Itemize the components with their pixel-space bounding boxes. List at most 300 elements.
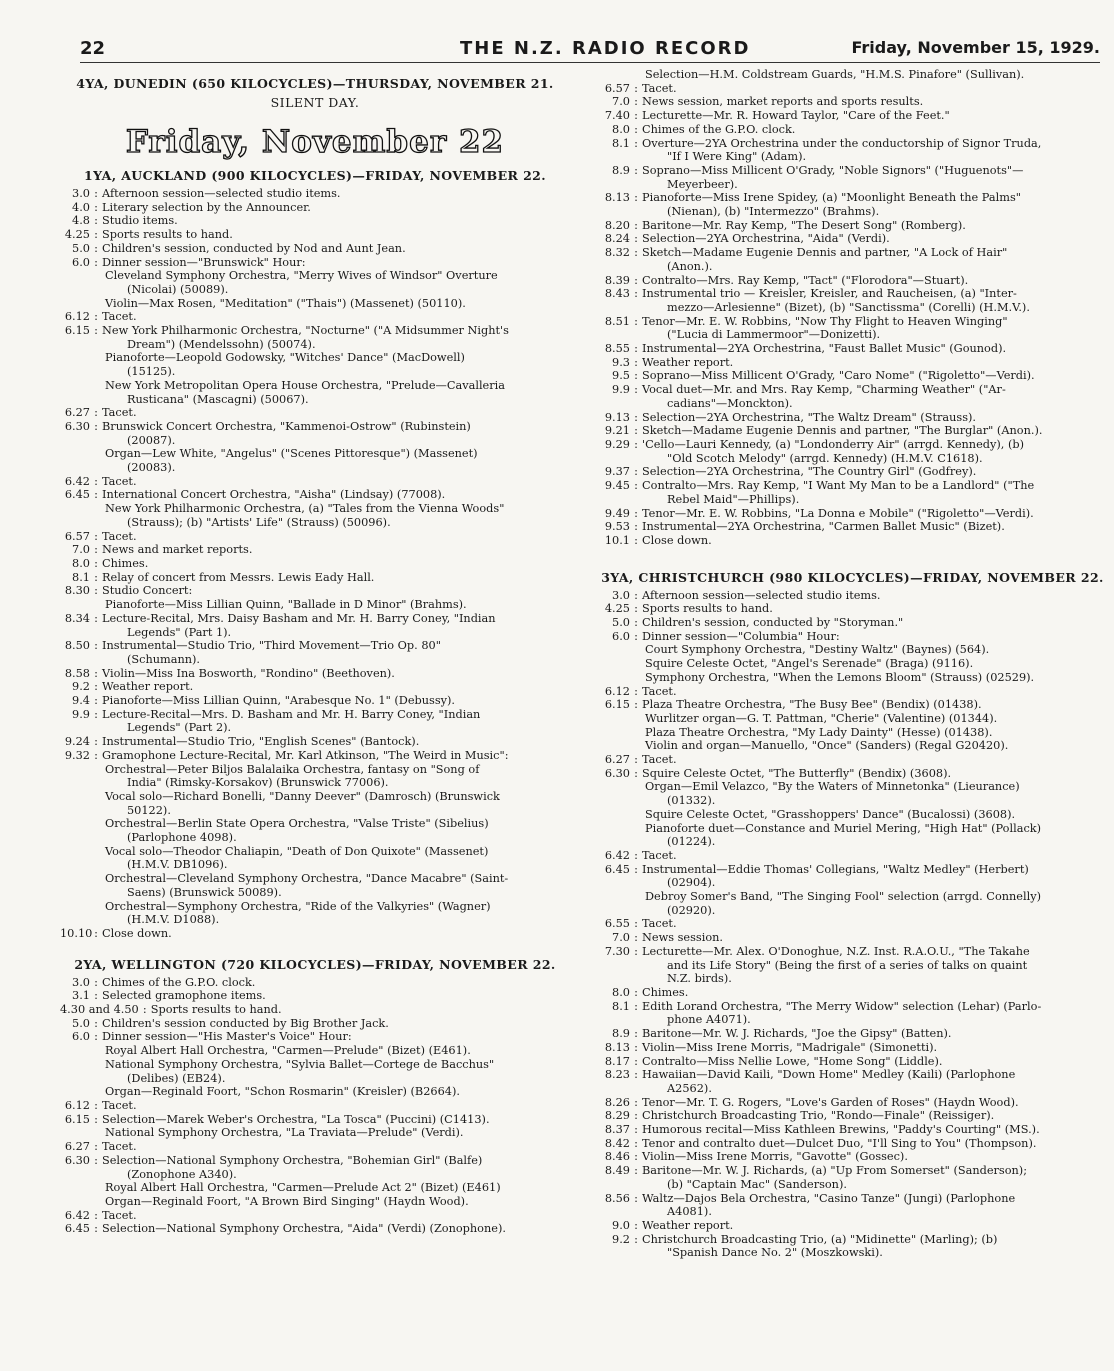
- item-continuation: (Zonophone A340).: [127, 1167, 237, 1181]
- item-time: 9.13: [604, 410, 630, 424]
- item-time: 9.5: [612, 369, 630, 383]
- programme-item: [60, 976, 570, 990]
- item-separator: :: [634, 355, 638, 369]
- item-time: 9.2: [72, 680, 90, 694]
- programme-item: [600, 1041, 1105, 1055]
- item-time: 9.4: [72, 694, 90, 708]
- programme-item: [60, 214, 570, 228]
- item-text: Tacet.: [102, 406, 137, 420]
- item-time: 6.55: [604, 917, 630, 931]
- item-time: 8.9: [612, 1027, 630, 1041]
- item-separator: :: [94, 584, 98, 598]
- item-text: Relay of concert from Messrs. Lewis Eady Hall.: [102, 570, 375, 584]
- item-continuation: (20083).: [127, 461, 176, 475]
- programme-item: [600, 438, 1105, 452]
- item-continuation: Organ—Lew White, "Angelus" ("Scenes Pittoresque") (Massenet): [105, 447, 478, 461]
- item-separator: :: [634, 944, 638, 958]
- item-time: 9.21: [604, 424, 630, 438]
- item-text: Gramophone Lecture-Recital, Mr. Karl Atkinson, "The Weird in Music":: [102, 748, 509, 762]
- programme-item: [600, 1219, 1105, 1233]
- item-separator: :: [634, 684, 638, 698]
- item-time: 9.49: [604, 506, 630, 520]
- programme-item: [600, 931, 1105, 945]
- item-text: Sketch—Madame Eugenie Dennis and partner, "The Burglar" (Anon.).: [642, 424, 1043, 438]
- item-time: 6.0: [72, 255, 90, 269]
- item-separator: :: [634, 506, 638, 520]
- item-text: News and market reports.: [102, 543, 253, 557]
- item-continuation: Pianoforte—Miss Lillian Quinn, "Ballade in D Minor" (Brahms).: [105, 598, 467, 612]
- programme-item: [60, 735, 570, 749]
- item-continuation: "Spanish Dance No. 2" (Moszkowski).: [667, 1246, 883, 1260]
- item-text: Sports results to hand.: [150, 1003, 282, 1017]
- christchurch-programme: [600, 589, 1105, 1260]
- item-separator: :: [634, 246, 638, 260]
- item-text: Tacet.: [102, 310, 137, 324]
- item-separator: :: [94, 241, 98, 255]
- item-continuation: Dream") (Mendelssohn) (50074).: [127, 337, 316, 351]
- item-time: 7.0: [72, 543, 90, 557]
- item-separator: :: [94, 1208, 98, 1222]
- item-separator: :: [94, 228, 98, 242]
- masthead: THE N.Z. RADIO RECORD: [460, 38, 751, 59]
- programme-item: [600, 616, 1105, 630]
- item-continuation: (Parlophone 4098).: [127, 831, 237, 845]
- programme-item: [600, 315, 1105, 329]
- item-separator: :: [634, 342, 638, 356]
- item-continuation: (01224).: [667, 835, 716, 849]
- item-continuation: "If I Were King" (Adam).: [667, 150, 807, 164]
- item-text: Lecture-Recital, Mrs. Daisy Basham and Mr. H. Barry Coney, "Indian: [102, 611, 496, 625]
- programme-item: [600, 520, 1105, 534]
- item-time: 6.27: [604, 753, 630, 767]
- auckland-programme: [60, 187, 570, 941]
- programme-item: [600, 986, 1105, 1000]
- item-time: 8.50: [64, 639, 90, 653]
- item-time: 7.30: [604, 944, 630, 958]
- item-continuation: Organ—Reginald Foort, "Schon Rosmarin" (Kreisler) (B2664).: [105, 1085, 460, 1099]
- programme-item: [600, 465, 1105, 479]
- item-separator: :: [634, 931, 638, 945]
- item-time: 8.43: [604, 287, 630, 301]
- item-separator: :: [94, 926, 98, 940]
- item-continuation: (b) "Captain Mac" (Sanderson).: [667, 1177, 847, 1191]
- item-continuation: ("Lucia di Lammermoor"—Donizetti).: [667, 328, 881, 342]
- dunedin-heading: 4YA, DUNEDIN (650 KILOCYCLES)—THURSDAY, NOVEMBER 21.: [76, 76, 554, 91]
- item-continuation: (Delibes) (EB24).: [127, 1071, 226, 1085]
- programme-item: [60, 201, 570, 215]
- item-text: Tacet.: [642, 81, 677, 95]
- item-continuation: (02904).: [667, 876, 716, 890]
- item-continuation: Pianoforte—Leopold Godowsky, "Witches' Dance" (MacDowell): [105, 351, 465, 365]
- item-text: Chimes of the G.P.O. clock.: [102, 975, 256, 989]
- item-text: Sketch—Madame Eugenie Dennis and partner, "A Lock of Hair": [642, 246, 1008, 260]
- item-separator: :: [94, 1222, 98, 1236]
- item-separator: :: [94, 1153, 98, 1167]
- item-time: 8.34: [64, 611, 90, 625]
- item-text: Tenor—Mr. E. W. Robbins, "La Donna e Mobile" ("Rigoletto"—Verdi).: [642, 506, 1034, 520]
- item-time: 5.0: [72, 241, 90, 255]
- item-time: 4.8: [72, 214, 90, 228]
- programme-item: [600, 863, 1105, 877]
- item-time: 5.0: [612, 616, 630, 630]
- item-separator: :: [634, 218, 638, 232]
- item-separator: :: [94, 694, 98, 708]
- programme-item: [600, 246, 1105, 260]
- wellington-programme-continued: [600, 68, 1105, 548]
- item-text: Chimes.: [102, 556, 149, 570]
- item-text: Close down.: [102, 926, 172, 940]
- item-continuation: Royal Albert Hall Orchestra, "Carmen—Prelude Act 2" (Bizet) (E461): [105, 1181, 501, 1195]
- item-continuation: A2562).: [667, 1081, 712, 1095]
- item-time: 6.27: [64, 1140, 90, 1154]
- item-separator: :: [634, 986, 638, 999]
- programme-item: [60, 406, 570, 420]
- item-separator: :: [634, 1040, 638, 1054]
- item-time: 5.0: [72, 1016, 90, 1030]
- page-number: 22: [80, 38, 106, 59]
- programme-item: [600, 82, 1105, 96]
- item-separator: :: [634, 369, 638, 383]
- item-time: 8.13: [604, 1040, 630, 1054]
- item-text: Selection—2YA Orchestrina, "The Waltz Dream" (Strauss).: [642, 410, 976, 424]
- item-continuation: Pianoforte duet—Constance and Muriel Mering, "High Hat" (Pollack): [645, 821, 1042, 835]
- item-separator: :: [634, 1095, 638, 1109]
- item-separator: :: [94, 543, 98, 557]
- item-separator: :: [634, 191, 638, 205]
- item-continuation: (01332).: [667, 794, 716, 808]
- item-continuation: Wurlitzer organ—G. T. Pattman, "Cherie" (Valentine) (01344).: [645, 711, 998, 725]
- item-separator: :: [94, 735, 98, 749]
- item-text: Selection—Marek Weber's Orchestra, "La Tosca" (Puccini) (C1413).: [102, 1112, 490, 1126]
- silent-day: SILENT DAY.: [270, 95, 360, 110]
- wellington-heading: 2YA, WELLINGTON (720 KILOCYCLES)—FRIDAY, NOVEMBER 22.: [74, 956, 556, 972]
- item-text: New York Philharmonic Orchestra, "Nocturne" ("A Midsummer Night's: [102, 324, 509, 338]
- item-text: Violin—Miss Irene Morris, "Madrigale" (Simonetti).: [642, 1040, 938, 1054]
- item-text: News session.: [642, 931, 723, 945]
- item-text: International Concert Orchestra, "Aisha" (Lindsay) (77008).: [102, 488, 446, 502]
- item-separator: :: [94, 255, 98, 269]
- item-continuation: National Symphony Orchestra, "La Traviata—Prelude" (Verdi).: [105, 1126, 464, 1140]
- item-continuation: (Nicolai) (50089).: [127, 282, 229, 296]
- item-separator: :: [634, 1191, 638, 1205]
- programme-item: [600, 1164, 1105, 1178]
- item-text: Selection—2YA Orchestrina, "The Country Girl" (Godfrey).: [642, 465, 977, 479]
- programme-item: [60, 310, 570, 324]
- item-text: Tenor—Mr. T. G. Rogers, "Love's Garden of Roses" (Haydn Wood).: [642, 1095, 1019, 1109]
- programme-item: [600, 589, 1105, 603]
- programme-item: [60, 187, 570, 201]
- item-separator: :: [634, 862, 638, 876]
- item-text: Christchurch Broadcasting Trio, "Rondo—Finale" (Reissiger).: [642, 1109, 995, 1123]
- item-time: 6.12: [604, 684, 630, 698]
- programme-item: [600, 753, 1105, 767]
- programme-item: [600, 507, 1105, 521]
- item-time: 9.29: [604, 437, 630, 451]
- item-time: 8.29: [604, 1109, 630, 1123]
- item-separator: :: [94, 200, 98, 214]
- programme-item: [60, 584, 570, 598]
- item-time: 8.49: [604, 1164, 630, 1178]
- item-separator: :: [634, 479, 638, 493]
- item-text: Lecture-Recital—Mrs. D. Basham and Mr. H. Barry Coney, "Indian: [102, 707, 481, 721]
- programme-item: [600, 630, 1105, 644]
- programme-item: [60, 557, 570, 571]
- item-continuation: Saens) (Brunswick 50089).: [127, 885, 282, 899]
- programme-item: [600, 1000, 1105, 1014]
- left-column: [60, 68, 570, 1236]
- item-separator: :: [142, 1003, 147, 1017]
- item-text: Tacet.: [642, 753, 677, 767]
- item-time: 6.30: [64, 419, 90, 433]
- item-continuation: Meyerbeer).: [667, 177, 738, 191]
- programme-item: [60, 488, 570, 502]
- item-time: 6.0: [72, 1030, 90, 1044]
- item-time: 8.56: [604, 1191, 630, 1205]
- item-separator: :: [634, 81, 638, 95]
- item-continuation: Squire Celeste Octet, "Grasshoppers' Dance" (Bucalossi) (3608).: [645, 807, 1016, 821]
- programme-item: [60, 1099, 570, 1113]
- item-separator: :: [634, 629, 638, 643]
- item-text: Squire Celeste Octet, "The Butterfly" (Bendix) (3608).: [642, 766, 952, 780]
- item-continuation: India" (Rimsky-Korsakov) (Brunswick 77006).: [127, 776, 389, 790]
- item-separator: :: [634, 1136, 638, 1150]
- programme-item: [600, 287, 1105, 301]
- item-time: 8.26: [604, 1095, 630, 1109]
- page-header: [80, 38, 1100, 63]
- item-time: 6.0: [612, 629, 630, 643]
- item-separator: :: [634, 1164, 638, 1178]
- item-text: Weather report.: [642, 355, 734, 369]
- item-continuation: Symphony Orchestra, "When the Lemons Bloom" (Strauss) (02529).: [645, 670, 1035, 684]
- item-continuation: Vocal solo—Richard Bonelli, "Danny Deever" (Damrosch) (Brunswick: [105, 789, 500, 803]
- item-text: Overture—2YA Orchestrina under the conductorship of Signor Truda,: [642, 136, 1042, 150]
- item-separator: :: [634, 1123, 638, 1137]
- programme-item: [60, 420, 570, 434]
- programme-item: [60, 530, 570, 544]
- programme-item: [60, 571, 570, 585]
- item-time: 8.20: [604, 218, 630, 232]
- item-text: Children's session, conducted by "Storyman.": [642, 616, 904, 630]
- item-continuation: (Anon.).: [667, 259, 713, 273]
- item-text: Literary selection by the Announcer.: [102, 200, 311, 214]
- item-separator: :: [634, 273, 638, 287]
- programme-item: [60, 543, 570, 557]
- item-time: 3.1: [72, 989, 90, 1003]
- programme-item: [600, 109, 1105, 123]
- item-text: Studio items.: [102, 214, 178, 228]
- item-continuation: Squire Celeste Octet, "Angel's Serenade" (Braga) (9116).: [645, 657, 974, 671]
- item-time: 8.55: [604, 342, 630, 356]
- item-separator: :: [94, 529, 98, 543]
- programme-item: [600, 274, 1105, 288]
- item-text: Weather report.: [102, 680, 194, 694]
- item-time: 8.9: [612, 163, 630, 177]
- item-text: Soprano—Miss Millicent O'Grady, "Noble Signors" ("Huguenots"—: [642, 163, 1024, 177]
- item-time: 10.10: [60, 926, 93, 940]
- programme-item: [60, 1222, 570, 1236]
- item-time: 8.42: [604, 1136, 630, 1150]
- item-text: Plaza Theatre Orchestra, "The Busy Bee" (Bendix) (01438).: [642, 698, 982, 712]
- item-text: News session, market reports and sports results.: [642, 95, 924, 109]
- item-separator: :: [94, 187, 98, 200]
- item-text: Sports results to hand.: [642, 602, 773, 616]
- item-text: Dinner session—"Brunswick" Hour:: [102, 255, 306, 269]
- item-time: 8.0: [612, 122, 630, 136]
- programme-item: [600, 849, 1105, 863]
- item-time: 3.0: [612, 588, 630, 602]
- item-continuation: (02920).: [667, 903, 716, 917]
- item-text: Baritone—Mr. W. J. Richards, (a) "Up From Somerset" (Sanderson);: [642, 1164, 1028, 1178]
- item-continuation: Orchestral—Berlin State Opera Orchestra, "Valse Triste" (Sibelius): [105, 817, 489, 831]
- item-text: Instrumental—Studio Trio, "English Scenes" (Bantock).: [102, 735, 420, 749]
- item-separator: :: [94, 1140, 98, 1154]
- item-text: Dinner session—"His Master's Voice" Hour:: [102, 1030, 352, 1044]
- item-time: 8.24: [604, 232, 630, 246]
- item-separator: :: [634, 588, 638, 602]
- item-continuation: (Schumann).: [127, 652, 201, 666]
- item-text: Baritone—Mr. W. J. Richards, "Joe the Gipsy" (Batten).: [642, 1027, 952, 1041]
- item-time: 9.3: [612, 355, 630, 369]
- item-time: 9.9: [72, 707, 90, 721]
- item-time: 6.57: [64, 529, 90, 543]
- item-separator: :: [634, 698, 638, 712]
- item-time: 8.58: [64, 666, 90, 680]
- item-text: Weather report.: [642, 1218, 734, 1232]
- item-time: 8.0: [612, 986, 630, 999]
- programme-item: [600, 1233, 1105, 1247]
- programme-item: [600, 219, 1105, 233]
- item-time: 6.30: [604, 766, 630, 780]
- programme-item: [60, 612, 570, 626]
- item-continuation: Organ—Emil Velazco, "By the Waters of Minnetonka" (Lieurance): [645, 780, 1020, 794]
- item-time: 6.45: [64, 1222, 90, 1236]
- programme-item: [600, 1068, 1105, 1082]
- item-text: Dinner session—"Columbia" Hour:: [642, 629, 840, 643]
- item-time: 6.42: [604, 848, 630, 862]
- item-continuation: Violin and organ—Manuello, "Once" (Sanders) (Regal G20420).: [645, 739, 1009, 753]
- programme-item: [600, 191, 1105, 205]
- item-separator: :: [634, 1054, 638, 1068]
- programme-item: [600, 369, 1105, 383]
- programme-item: [60, 749, 570, 763]
- item-text: Chimes.: [642, 986, 689, 999]
- item-separator: :: [634, 232, 638, 246]
- item-text: Contralto—Mrs. Ray Kemp, "I Want My Man to be a Landlord" ("The: [642, 479, 1035, 493]
- item-separator: :: [94, 989, 98, 1003]
- item-separator: :: [634, 999, 638, 1013]
- item-continuation: National Symphony Orchestra, "Sylvia Ballet—Cortege de Bacchus": [105, 1057, 495, 1071]
- programme-item: [600, 1192, 1105, 1206]
- programme-item: [600, 479, 1105, 493]
- programme-item: [60, 680, 570, 694]
- programme-item: [600, 356, 1105, 370]
- item-separator: :: [94, 975, 98, 989]
- item-separator: :: [94, 639, 98, 653]
- item-text: Instrumental—2YA Orchestrina, "Carmen Ballet Music" (Bizet).: [642, 520, 1005, 534]
- programme-item: [600, 1150, 1105, 1164]
- item-separator: :: [94, 406, 98, 420]
- item-continuation: (15125).: [127, 365, 176, 379]
- programme-item: [600, 685, 1105, 699]
- item-text: Pianoforte—Miss Lillian Quinn, "Arabesque No. 1" (Debussy).: [102, 694, 456, 708]
- item-time: 9.45: [604, 479, 630, 493]
- programme-item: [60, 1003, 570, 1017]
- programme-item: [60, 1030, 570, 1044]
- item-time: 7.40: [604, 109, 630, 123]
- item-separator: :: [634, 424, 638, 438]
- item-time: 10.1: [604, 533, 630, 547]
- item-continuation: cadians"—Monckton).: [667, 396, 793, 410]
- item-separator: :: [94, 611, 98, 625]
- day-heading: Friday, November 22: [125, 124, 505, 160]
- item-continuation: Selection—H.M. Coldstream Guards, "H.M.S. Pinafore" (Sullivan).: [645, 68, 1025, 81]
- item-text: Instrumental trio — Kreisler, Kreisler, and Raucheisen, (a) "Inter-: [642, 287, 1017, 301]
- item-time: 8.51: [604, 314, 630, 328]
- item-separator: :: [634, 1109, 638, 1123]
- programme-item: [60, 242, 570, 256]
- item-continuation: Cleveland Symphony Orchestra, "Merry Wives of Windsor" Overture: [105, 269, 498, 283]
- item-text: Sports results to hand.: [102, 228, 233, 242]
- item-text: Tenor and contralto duet—Dulcet Duo, "I'll Sing to You" (Thompson).: [642, 1136, 1037, 1150]
- item-time: 8.46: [604, 1150, 630, 1164]
- programme-item: [600, 1055, 1105, 1069]
- item-text: Instrumental—Eddie Thomas' Collegians, "Waltz Medley" (Herbert): [642, 862, 1029, 876]
- item-time: 6.15: [604, 698, 630, 712]
- item-text: Brunswick Concert Orchestra, "Kammenoi-Ostrow" (Rubinstein): [102, 419, 471, 433]
- item-text: Christchurch Broadcasting Trio, (a) "Midinette" (Marling); (b): [642, 1232, 998, 1246]
- item-separator: :: [634, 616, 638, 630]
- item-text: Selection—National Symphony Orchestra, "Aida" (Verdi) (Zonophone).: [102, 1222, 506, 1236]
- item-separator: :: [634, 753, 638, 767]
- programme-item: [60, 1209, 570, 1223]
- item-text: Tacet.: [102, 1099, 137, 1112]
- item-time: 6.42: [64, 474, 90, 488]
- item-time: 9.37: [604, 465, 630, 479]
- programme-item: [60, 1140, 570, 1154]
- item-time: 6.42: [64, 1208, 90, 1222]
- item-time: 8.23: [604, 1068, 630, 1082]
- item-separator: :: [94, 1030, 98, 1044]
- item-continuation: (Nienan), (b) "Intermezzo" (Brahms).: [667, 205, 880, 219]
- item-continuation: Rusticana" (Mascagni) (50067).: [127, 392, 309, 406]
- programme-item: [600, 1027, 1105, 1041]
- programme-item: [600, 95, 1105, 109]
- item-continuation: A4081).: [667, 1205, 712, 1219]
- item-continuation: Debroy Somer's Band, "The Singing Fool" selection (arrgd. Connelly): [645, 890, 1041, 904]
- item-time: 9.32: [64, 748, 90, 762]
- item-time: 8.0: [72, 556, 90, 570]
- programme-item: [600, 342, 1105, 356]
- programme-item: [600, 767, 1105, 781]
- item-separator: :: [634, 163, 638, 177]
- item-separator: :: [634, 437, 638, 451]
- item-separator: :: [634, 465, 638, 479]
- item-text: 'Cello—Lauri Kennedy, (a) "Londonderry Air" (arrgd. Kennedy), (b): [642, 437, 1024, 451]
- item-time: 8.1: [612, 999, 630, 1013]
- item-separator: :: [634, 109, 638, 123]
- item-time: 7.0: [612, 95, 630, 109]
- item-time: 8.1: [72, 570, 90, 584]
- programme-item: [60, 1154, 570, 1168]
- item-text: Afternoon session—selected studio items.: [102, 187, 341, 200]
- item-continuation: 50122).: [127, 803, 171, 817]
- programme-item: [600, 123, 1105, 137]
- programme-item: [60, 475, 570, 489]
- item-separator: :: [94, 707, 98, 721]
- item-separator: :: [94, 474, 98, 488]
- item-separator: :: [94, 680, 98, 694]
- item-separator: :: [634, 314, 638, 328]
